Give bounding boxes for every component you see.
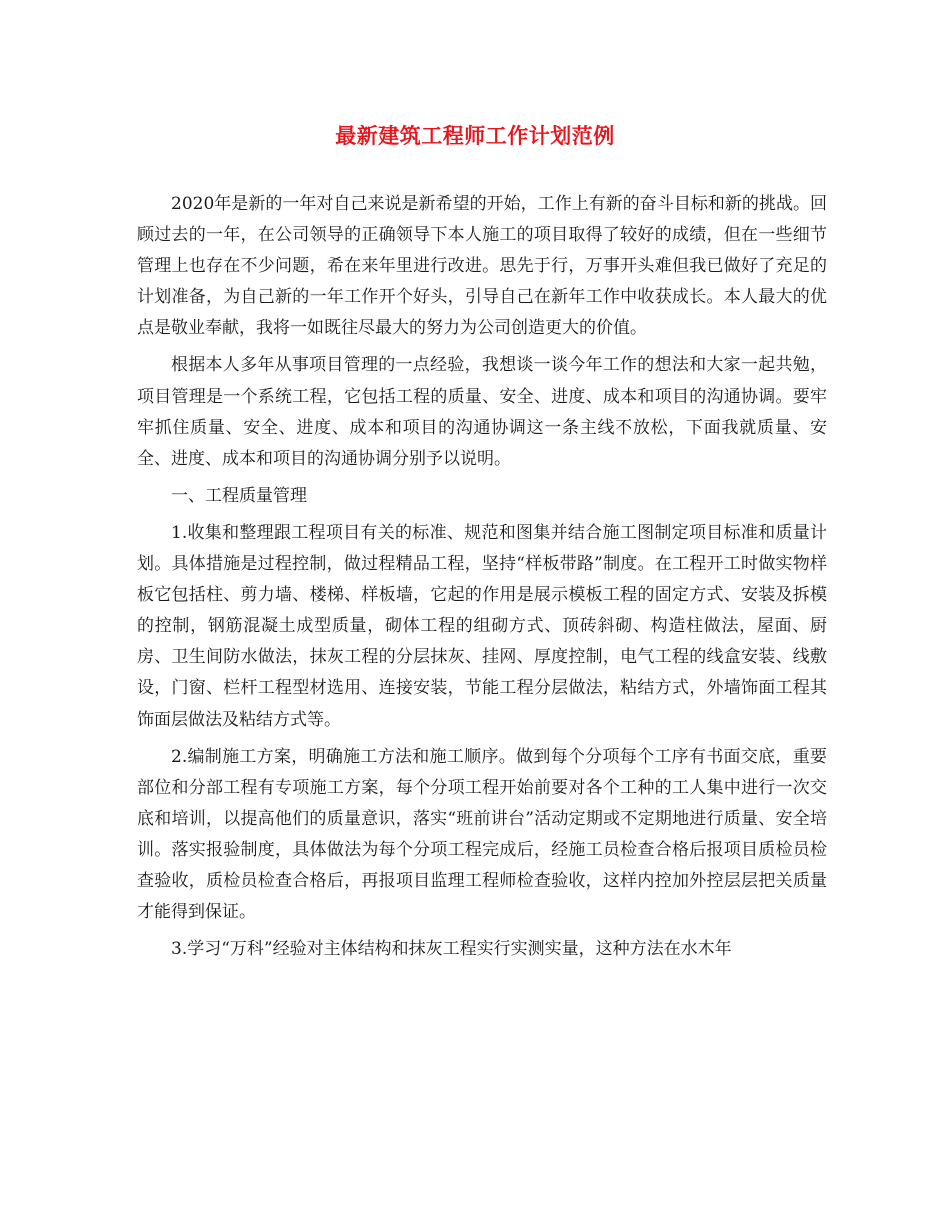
document-body bbox=[137, 189, 827, 965]
paragraph-item-2: 2.编制施工方案，明确施工方法和施工顺序。做到每个分项每个工序有书面交底，重要部位和分部工程有专项施工方案，每个分项工程开始前要对各个工种的工人集中进行一次交底和培训，以提高他们的质量意识，落实“班前讲台”活动定期或不定期地进行质量、安全培训。落实报验制度，具体做法为每个分项工程完成后，经施工员检查合格后报项目质检员检查验收，质检员检查合格后，再报项目监理工程师检查验收，这样内控加外控层层把关质量才能得到保证。 bbox=[137, 746, 827, 923]
paragraph-item-1: 1.收集和整理跟工程项目有关的标准、规范和图集并结合施工图制定项目标准和质量计划。具体措施是过程控制，做过程精品工程，坚持“样板带路”制度。在工程开工时做实物样板它包括柱、剪力墙、楼梯、样板墙，它起的作用是展示模板工程的固定方式、安装及拆模的控制，钢筋混凝土成型质量，砌体工程的组砌方式、顶砖斜砌、构造柱做法，屋面、厨房、卫生间防水做法，抹灰工程的分层抹灰、挂网、厚度控制，电气工程的线盒安装、线敷设，门窗、栏杆工程型材选用、连接安装，节能工程分层做法，粘结方式，外墙饰面工程其饰面层做法及粘结方式等。 bbox=[137, 522, 827, 730]
paragraph-experience: 根据本人多年从事项目管理的一点经验，我想谈一谈今年工作的想法和大家一起共勉，项目管理是一个系统工程，它包括工程的质量、安全、进度、成本和项目的沟通协调。要牢牢抓住质量、安全、进度、成本和项目的沟通协调这一条主线不放松，下面我就质量、安全、进度、成本和项目的沟通协调分别予以说明。 bbox=[137, 355, 827, 469]
paragraph-item-3: 3.学习“万科”经验对主体结构和抹灰工程实行实测实量，这种方法在水木年 bbox=[171, 939, 732, 960]
document-title: 最新建筑工程师工作计划范例 bbox=[335, 123, 615, 148]
paragraph-intro: 2020年是新的一年对自己来说是新希望的开始，工作上有新的奋斗目标和新的挑战。回顾过去的一年，在公司领导的正确领导下本人施工的项目取得了较好的成绩，但在一些细节管理上也存在不少问题，希在来年里进行改进。思先于行，万事开头难但我已做好了充足的计划准备，为自己新的一年工作开个好头，引导自己在新年工作中收获成长。本人最大的优点是敬业奉献，我将一如既往尽最大的努力为公司创造更大的价值。 bbox=[137, 194, 827, 339]
section-heading-quality: 一、工程质量管理 bbox=[171, 485, 307, 506]
